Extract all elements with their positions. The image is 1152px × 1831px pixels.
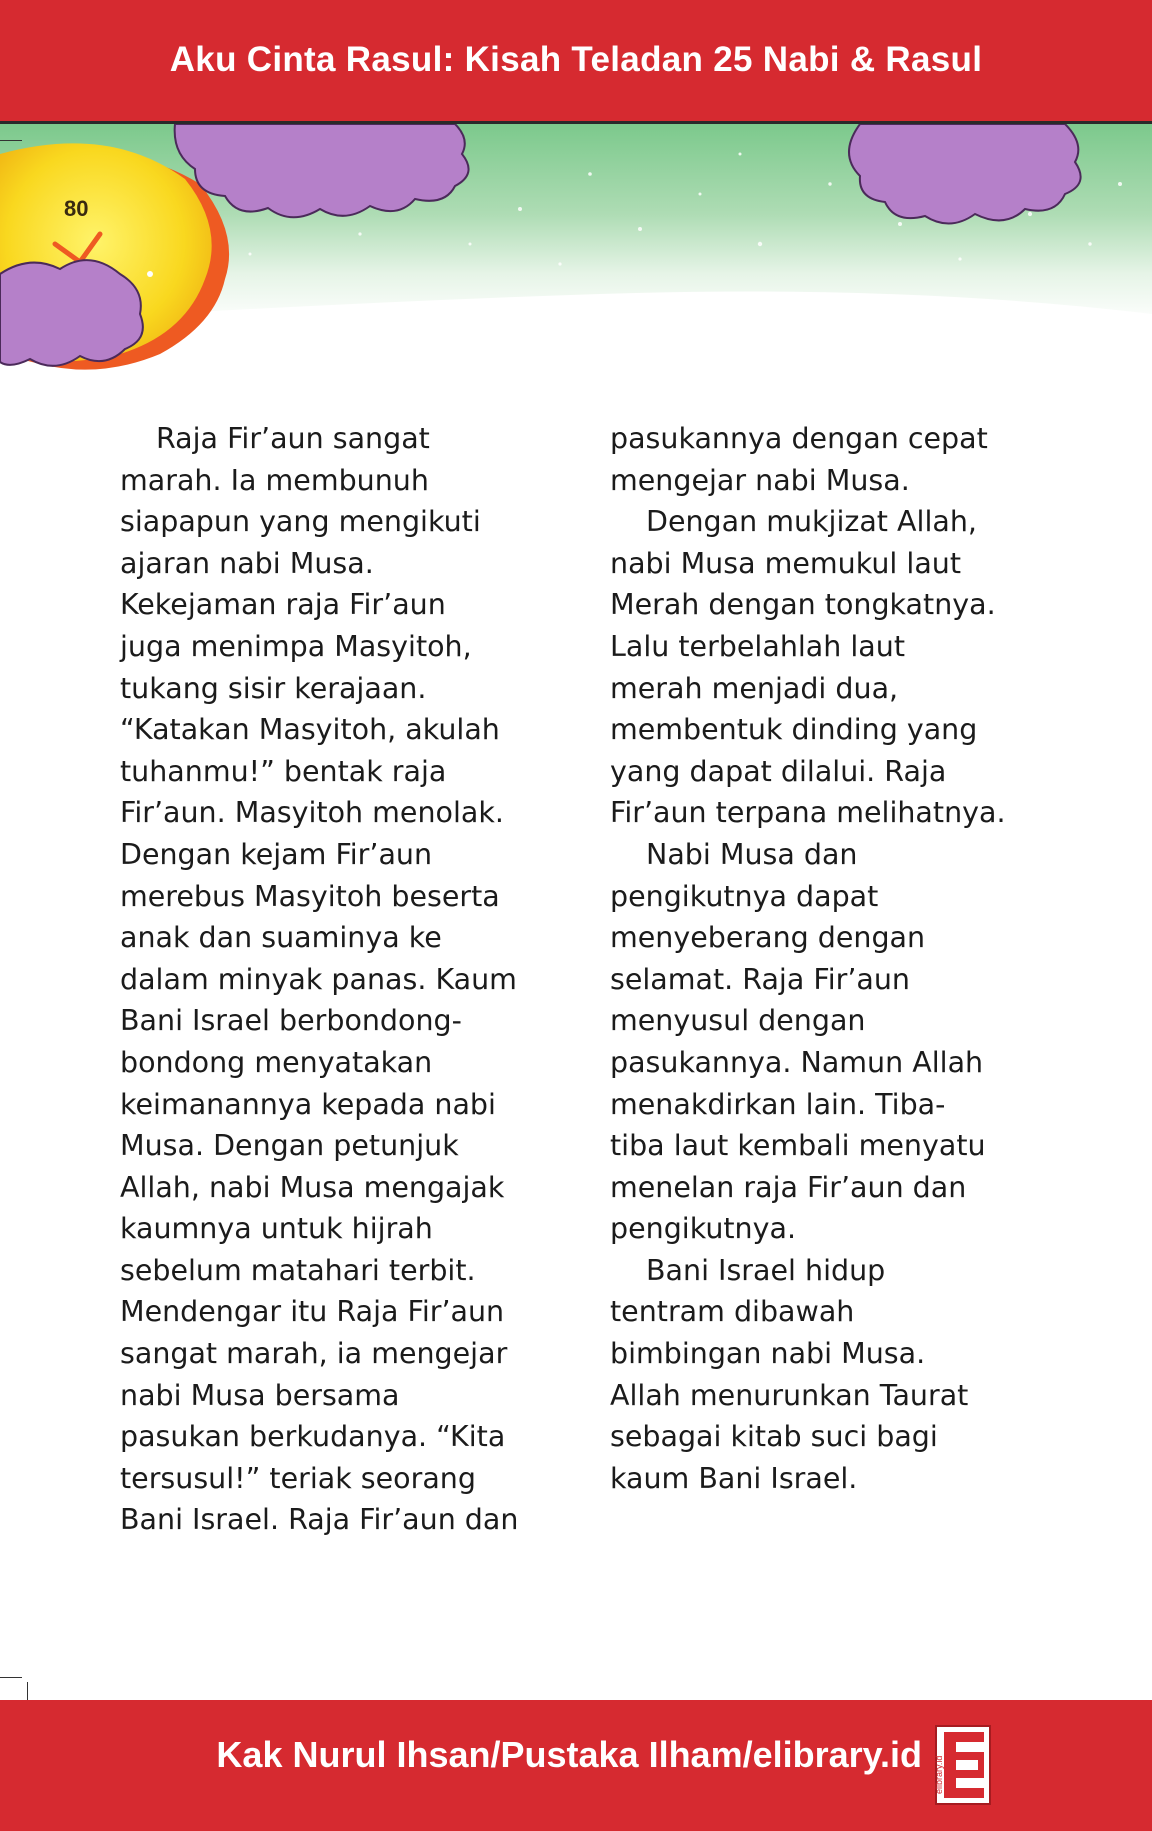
story-line: menelan raja Fir’aun dan bbox=[610, 1170, 967, 1204]
story-line: sebelum matahari terbit. bbox=[120, 1253, 476, 1287]
story-line: Allah, nabi Musa mengajak bbox=[120, 1170, 505, 1204]
crop-mark bbox=[0, 140, 22, 141]
story-line: tentram dibawah bbox=[610, 1295, 855, 1329]
story-line: merah menjadi dua, bbox=[610, 671, 899, 705]
story-line: membentuk dinding yang bbox=[610, 713, 978, 747]
story-line: Allah menurunkan Taurat bbox=[610, 1378, 969, 1412]
footer-credit: Kak Nurul Ihsan/Pustaka Ilham/elibrary.id bbox=[216, 1734, 922, 1775]
footer-banner bbox=[0, 1700, 1152, 1831]
story-line: tuhanmu!” bentak raja bbox=[120, 754, 447, 788]
elibrary-logo-icon bbox=[934, 1724, 992, 1806]
story-line: mengejar nabi Musa. bbox=[610, 463, 910, 497]
story-line: yang dapat dilalui. Raja bbox=[610, 754, 947, 788]
story-line: Raja Fir’aun sangat bbox=[156, 422, 430, 455]
story-line: dalam minyak panas. Kaum bbox=[120, 962, 517, 996]
story-line: Fir’aun terpana melihatnya. bbox=[610, 796, 1006, 830]
story-line: Bani Israel berbondong- bbox=[120, 1004, 462, 1038]
story-line: nabi Musa memukul laut bbox=[610, 546, 962, 580]
cloud-left bbox=[0, 260, 143, 366]
story-line: menyeberang dengan bbox=[610, 921, 926, 955]
story-line: Fir’aun. Masyitoh menolak. bbox=[120, 796, 504, 830]
story-line: tersusul!” teriak seorang bbox=[120, 1461, 476, 1495]
story-line: anak dan suaminya ke bbox=[120, 921, 442, 955]
story-column-right bbox=[610, 418, 1050, 1499]
sky-illustration bbox=[0, 124, 1152, 454]
story-line: Musa. Dengan petunjuk bbox=[120, 1129, 459, 1163]
story-line: kaumnya untuk hijrah bbox=[120, 1212, 433, 1246]
story-line: selamat. Raja Fir’aun bbox=[610, 962, 910, 996]
story-line: sangat marah, ia mengejar bbox=[120, 1337, 508, 1371]
story-line: tiba laut kembali menyatu bbox=[610, 1129, 986, 1163]
crop-mark bbox=[0, 1677, 22, 1678]
story-line: menyusul dengan bbox=[610, 1004, 866, 1038]
header-banner bbox=[0, 0, 1152, 124]
story-line: tukang sisir kerajaan. bbox=[120, 671, 427, 705]
story-line: Merah dengan tongkatnya. bbox=[610, 588, 996, 622]
story-line: bondong menyatakan bbox=[120, 1045, 433, 1079]
story-line: Nabi Musa dan bbox=[646, 837, 858, 871]
story-line: sebagai kitab suci bagi bbox=[610, 1420, 938, 1454]
story-line: merebus Masyitoh beserta bbox=[120, 879, 500, 913]
story-line: siapapun yang mengikuti bbox=[120, 505, 481, 539]
story-line: Bani Israel hidup bbox=[646, 1253, 886, 1287]
story-line: Bani Israel. Raja Fir’aun dan bbox=[120, 1503, 519, 1537]
story-line: pasukan berkudanya. “Kita bbox=[120, 1420, 506, 1454]
page-number: 80 bbox=[64, 196, 89, 221]
story-line: Mendengar itu Raja Fir’aun bbox=[120, 1295, 505, 1329]
story-line: menakdirkan lain. Tiba- bbox=[610, 1087, 946, 1121]
crop-mark bbox=[27, 1682, 28, 1700]
story-line: juga menimpa Masyitoh, bbox=[120, 629, 472, 663]
story-line: Dengan kejam Fir’aun bbox=[120, 837, 433, 871]
story-line: pasukannya. Namun Allah bbox=[610, 1045, 984, 1079]
story-line: “Katakan Masyitoh, akulah bbox=[120, 713, 500, 747]
story-line: ajaran nabi Musa. bbox=[120, 546, 374, 580]
story-line: Kekejaman raja Fir’aun bbox=[120, 588, 446, 622]
story-line: Lalu terbelahlah laut bbox=[610, 629, 906, 663]
logo-text: elibrary.id bbox=[934, 1755, 944, 1794]
story-column-left bbox=[120, 418, 560, 1541]
story-line: pengikutnya dapat bbox=[610, 879, 879, 913]
story-line: Dengan mukjizat Allah, bbox=[646, 505, 977, 539]
story-line: nabi Musa bersama bbox=[120, 1378, 400, 1412]
story-line: keimanannya kepada nabi bbox=[120, 1087, 496, 1121]
story-line: kaum Bani Israel. bbox=[610, 1461, 858, 1495]
story-line: pasukannya dengan cepat bbox=[610, 422, 988, 455]
book-title: Aku Cinta Rasul: Kisah Teladan 25 Nabi & Rasul bbox=[169, 39, 983, 79]
story-line: bimbingan nabi Musa. bbox=[610, 1337, 926, 1371]
story-line: pengikutnya. bbox=[610, 1212, 797, 1246]
story-line: marah. Ia membunuh bbox=[120, 463, 429, 497]
